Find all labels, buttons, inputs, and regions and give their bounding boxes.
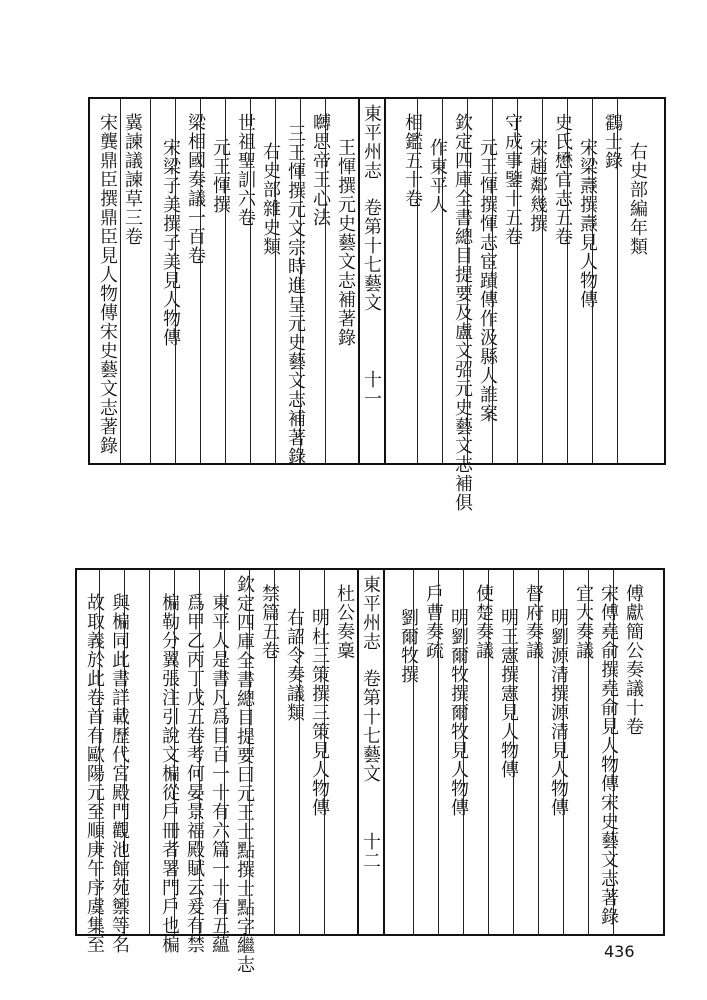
bottom-col-15: 欽定四庫全書總目提要曰元王士點撰士點字繼志 [234, 575, 255, 974]
bottom-col-19: 與楄同此書詳載歷代宮殿門觀池館苑籞等名 [109, 593, 130, 954]
bottom-banner-rule-right [383, 570, 385, 934]
top-rule [617, 99, 618, 463]
top-col-10: 相鑑五十卷 [402, 113, 423, 208]
top-banner-title: 東平州志 [361, 104, 382, 180]
bottom-rule [274, 570, 275, 934]
bottom-col-9: 戶曹奏疏 [423, 584, 444, 660]
top-rule [300, 99, 301, 463]
bottom-rule [199, 570, 200, 934]
top-col-18: 宋梁子美撰子美見人物傳 [160, 138, 181, 347]
bottom-col-2: 宋傅堯俞撰堯俞見人物傳宋史藝文志著錄 [598, 584, 619, 926]
bottom-rule [299, 570, 300, 934]
bottom-col-18: 楄勒分翼張注引說文楄從戶冊者署門戶也楄 [159, 593, 180, 954]
bottom-col-16: 東平人是書凡爲目百一十有六篇一十有五蘊 [209, 593, 230, 954]
bottom-rule [588, 570, 589, 934]
top-col-12: 嚩思帝王心法 [310, 113, 331, 227]
bottom-banner-folio: 十二 [360, 832, 381, 870]
top-banner-volume: 卷第十七藝文 [361, 198, 382, 312]
bottom-rule [224, 570, 225, 934]
top-col-6: 守成事鑒十五卷 [502, 113, 523, 246]
top-col-8: 欽定四庫全書總目提要及盧文弨元史藝文志補俱 [452, 113, 473, 512]
bottom-rule [488, 570, 489, 934]
top-rule [150, 99, 151, 463]
top-rule [442, 99, 443, 463]
top-rule [175, 99, 176, 463]
bottom-col-8: 明劉爾牧撰爾牧見人物傳 [448, 608, 469, 817]
top-rule [120, 99, 121, 463]
top-rule [225, 99, 226, 463]
bottom-col-12: 明杜三策撰三策見人物傳 [309, 608, 330, 817]
top-col-9: 作東平人 [427, 138, 448, 214]
bottom-rule [324, 570, 325, 934]
bottom-col-7: 使楚奏議 [473, 584, 494, 660]
bottom-rule [174, 570, 175, 934]
bottom-col-17: 爲甲乙丙丁戊五卷考何晏景福殿賦云爰有禁 [184, 593, 205, 954]
bottom-rule [249, 570, 250, 934]
top-rule [467, 99, 468, 463]
top-rule [250, 99, 251, 463]
top-col-4: 史氏懋官志五卷 [552, 113, 573, 246]
bottom-rule [463, 570, 464, 934]
bottom-col-10: 劉爾牧撰 [398, 608, 419, 684]
bottom-col-14: 禁篇五卷 [259, 584, 280, 660]
bottom-col-20: 故取義於此卷首有歐陽元至順庚午序虞集至 [84, 593, 105, 954]
top-col-5: 宋趙鄰幾撰 [527, 138, 548, 233]
top-col-7: 元王惲撰惲志宦蹟傳作汲縣人誰案 [477, 138, 498, 423]
bottom-rule [413, 570, 414, 934]
top-rule [542, 99, 543, 463]
bottom-rule [149, 570, 150, 934]
top-rule [517, 99, 518, 463]
top-col-16: 元王惲撰 [210, 138, 231, 214]
bottom-rule [563, 570, 564, 934]
top-banner-rule-left [358, 99, 360, 463]
top-rule [592, 99, 593, 463]
page-number: 436 [604, 942, 635, 961]
top-rule [325, 99, 326, 463]
bottom-banner-title: 東平州志 [360, 575, 381, 651]
top-col-2: 鸖士錄 [602, 113, 623, 170]
bottom-col-11: 杜公奏稾 [334, 584, 355, 660]
top-col-1: 右史部編年類 [627, 142, 648, 256]
bottom-col-5: 督府奏議 [523, 584, 544, 660]
top-rule [417, 99, 418, 463]
top-col-3: 宋梁燾撰燾見人物傳 [577, 138, 598, 309]
top-col-17: 梁相國奏議一百卷 [185, 113, 206, 265]
top-col-19: 冀諫議諫草三卷 [122, 113, 143, 246]
bottom-banner-volume: 卷第十七藝文 [360, 669, 381, 783]
top-col-15: 世祖聖訓六卷 [235, 113, 256, 227]
bottom-col-13: 右詔令奏議類 [284, 608, 305, 722]
bottom-rule [538, 570, 539, 934]
top-col-20: 宋龔鼎臣撰鼎臣見人物傳宋史藝文志著錄 [97, 113, 118, 455]
top-rule [567, 99, 568, 463]
bottom-rule [438, 570, 439, 934]
top-col-13: 三王惲撰元文宗時進呈元史藝文志補著錄 [285, 124, 306, 466]
bottom-rule [613, 570, 614, 934]
bottom-banner-rule-left [357, 570, 359, 934]
bottom-rule [99, 570, 100, 934]
top-col-14: 右史部雜史類 [260, 142, 281, 256]
top-rule [200, 99, 201, 463]
bottom-col-3: 宜大奏議 [573, 584, 594, 660]
bottom-col-6: 明王憲撰憲見人物傳 [498, 608, 519, 779]
top-banner-rule-right [384, 99, 386, 463]
top-rule [492, 99, 493, 463]
bottom-col-4: 明劉源清撰源清見人物傳 [548, 608, 569, 817]
bottom-rule [124, 570, 125, 934]
bottom-col-1: 傅獻簡公奏議十卷 [623, 584, 644, 736]
bottom-rule [513, 570, 514, 934]
top-col-11: 王惲撰元史藝文志補著錄 [335, 138, 356, 347]
top-banner-folio: 十一 [361, 370, 382, 408]
top-rule [275, 99, 276, 463]
